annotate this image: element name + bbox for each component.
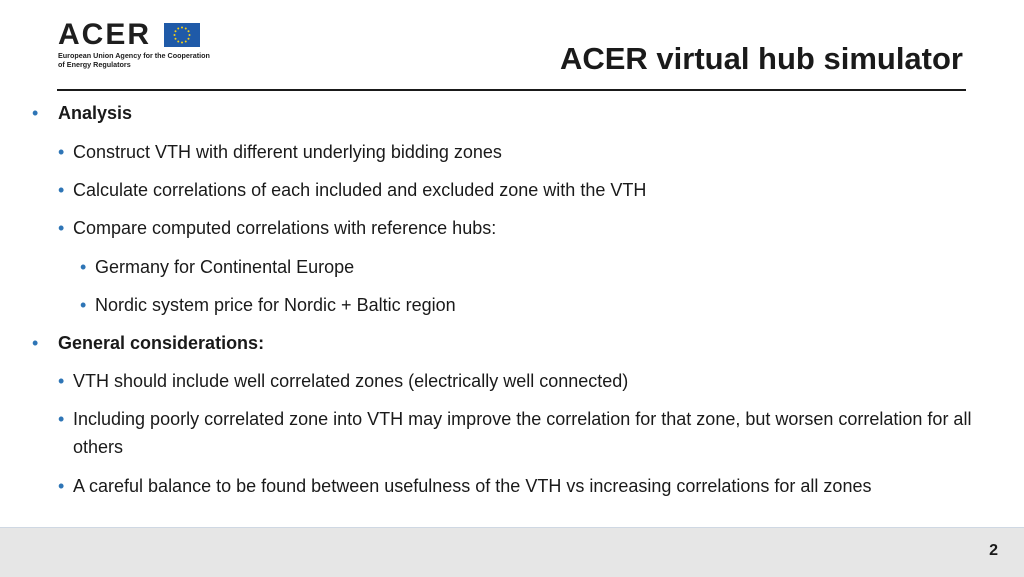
- bullet-text: Compare computed correlations with reference hubs:: [73, 218, 497, 238]
- title-divider: [57, 89, 966, 91]
- bullet-text: General considerations:: [58, 333, 265, 353]
- bullet-analysis-item: [58, 214, 497, 242]
- bullet-dot-icon: •: [58, 142, 65, 162]
- bullet-general-item: [58, 367, 629, 395]
- logo-subtitle: [58, 51, 218, 69]
- bullet-analysis-item: [58, 138, 502, 166]
- bullet-analysis-item: [58, 176, 647, 204]
- bullet-dot-icon: •: [32, 333, 39, 353]
- bullet-text: Calculate correlations of each included and excluded zone with the VTH: [73, 180, 647, 200]
- bullet-reference-hub: [80, 291, 456, 319]
- bullet-dot-icon: •: [58, 218, 65, 238]
- bullet-dot-icon: •: [80, 295, 87, 315]
- bullet-dot-icon: •: [58, 409, 65, 429]
- bullet-dot-icon: •: [58, 371, 65, 391]
- bullet-analysis: [32, 99, 133, 127]
- bullet-dot-icon: •: [58, 476, 65, 496]
- bullet-general-considerations: [32, 329, 265, 357]
- bullet-text: Construct VTH with different underlying bidding zones: [73, 142, 502, 162]
- logo-subtitle-line-2: of Energy Regulators: [58, 60, 131, 69]
- bullet-text: Including poorly correlated zone into VTH may improve the correlation for that zone, but worsen correlation for all others: [73, 409, 972, 457]
- bullet-reference-hub: [80, 253, 355, 281]
- bullet-text: Germany for Continental Europe: [95, 257, 355, 277]
- bullet-dot-icon: •: [32, 103, 39, 123]
- logo-subtitle-line-1: European Union Agency for the Cooperation: [58, 51, 210, 60]
- bullet-text: A careful balance to be found between usefulness of the VTH vs increasing correlations for all zones: [73, 476, 872, 496]
- logo-wordmark: ACER: [58, 18, 152, 51]
- bullet-text: Nordic system price for Nordic + Baltic region: [95, 295, 456, 315]
- bullet-text: Analysis: [58, 103, 133, 123]
- bullet-general-item: [58, 472, 872, 500]
- acer-logo: [58, 20, 208, 72]
- bullet-dot-icon: •: [58, 180, 65, 200]
- slide-title: ACER virtual hub simulator: [559, 41, 963, 76]
- eu-flag-icon: [164, 23, 200, 47]
- bullet-dot-icon: •: [80, 257, 87, 277]
- page-number: 2: [989, 542, 998, 559]
- bullet-text: VTH should include well correlated zones (electrically well connected): [73, 371, 629, 391]
- bullet-general-item: [58, 405, 1013, 461]
- slide-footer: [0, 527, 1024, 577]
